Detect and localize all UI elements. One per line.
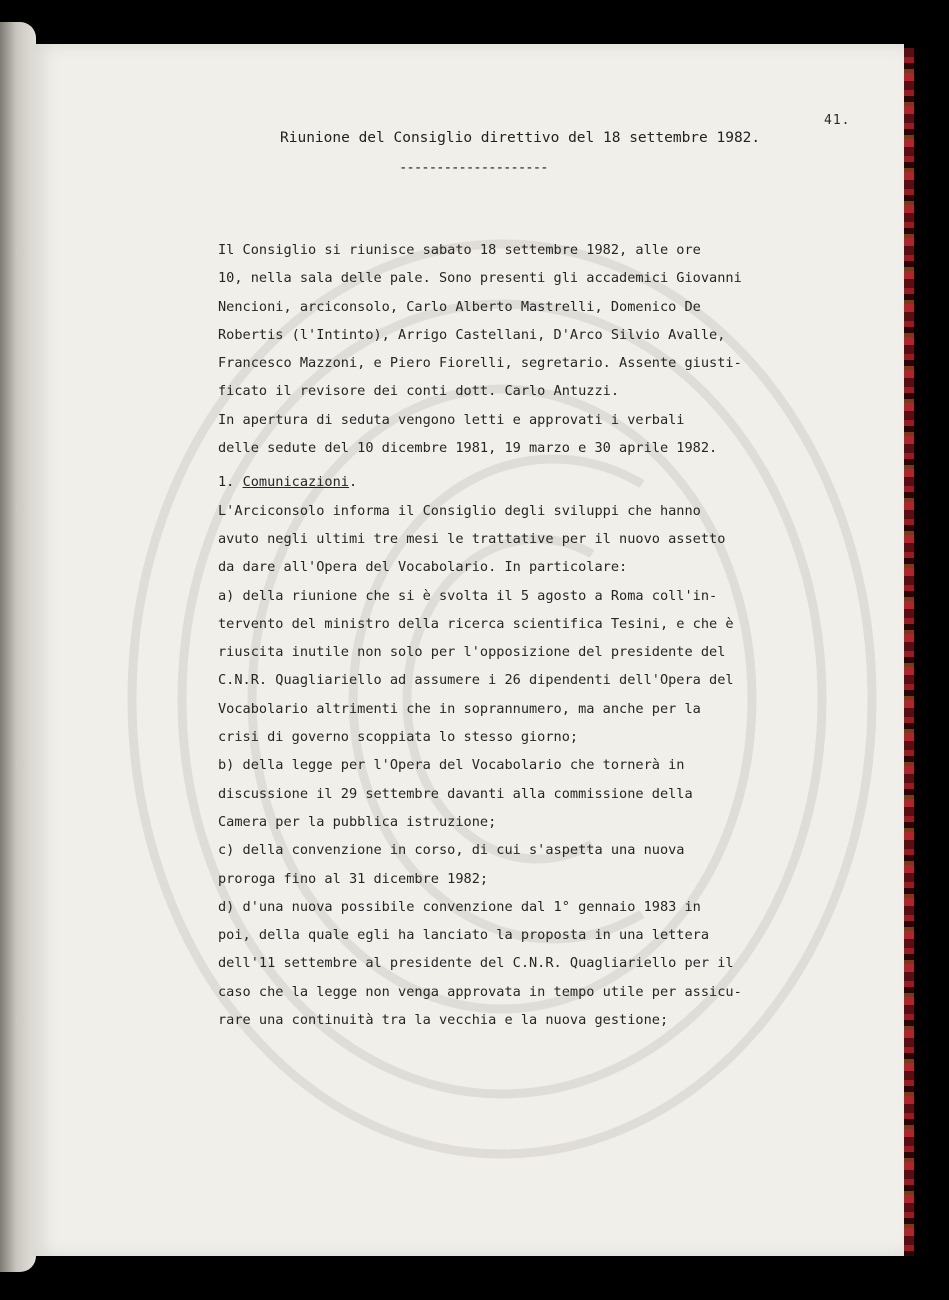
left-page-edge — [0, 22, 36, 1272]
text-line: L'Arciconsolo informa il Consiglio degli sviluppi che hanno — [218, 502, 701, 519]
text-line: dell'11 settembre al presidente del C.N.R. Quagliariello per il — [218, 955, 734, 972]
title-underline-rule: -------------------- — [399, 160, 548, 176]
text-line: caso che la legge non venga approvata in tempo utile per assicu- — [218, 983, 742, 1000]
text-line: In apertura di seduta vengono letti e approvati i verbali — [218, 411, 685, 428]
text-line: Il Consiglio si riunisce sabato 18 settembre 1982, alle ore — [218, 242, 701, 258]
section-title-suffix: . — [348, 474, 358, 491]
text-line: c) della convenzione in corso, di cui s'aspetta una nuova — [218, 842, 685, 859]
text-line: poi, della quale egli ha lanciato la proposta in una lettera — [218, 927, 710, 944]
text-line: crisi di governo scoppiata lo stesso giorno; — [218, 729, 579, 746]
section-title: Comunicazioni — [242, 474, 349, 491]
text-line: Francesco Mazzoni, e Piero Fiorelli, segretario. Assente giusti- — [218, 355, 742, 372]
text-line: Nencioni, arciconsolo, Carlo Alberto Mastrelli, Domenico De — [218, 298, 701, 315]
text-line: riuscita inutile non solo per l'opposizione del presidente del — [218, 644, 726, 661]
text-line: Camera per la pubblica istruzione; — [218, 813, 497, 830]
text-line: da dare all'Opera del Vocabolario. In particolare: — [218, 559, 628, 576]
text-line: C.N.R. Quagliariello ad assumere i 26 dipendenti dell'Opera del — [218, 672, 734, 689]
section-number: 1. — [218, 474, 243, 491]
text-line: ficato il revisore dei conti dott. Carlo Antuzzi. — [218, 383, 620, 400]
text-line: b) della legge per l'Opera del Vocabolario che tornerà in — [218, 757, 685, 774]
text-line: 10, nella sala delle pale. Sono presenti gli accademici Giovanni — [218, 270, 742, 287]
text-line: delle sedute del 10 dicembre 1981, 19 marzo e 30 aprile 1982. — [218, 440, 718, 457]
page-number: 41. — [824, 113, 851, 128]
paragraph-minutes — [218, 406, 788, 463]
section-heading — [218, 468, 788, 496]
text-line: d) d'una nuova possibile convenzione dal 1° gennaio 1983 in — [218, 898, 701, 915]
text-line: Robertis (l'Intinto), Arrigo Castellani, D'Arco Silvio Avalle, — [218, 326, 726, 343]
document-page — [32, 44, 904, 1256]
section-communications-body — [218, 497, 788, 1035]
text-line: Vocabolario altrimenti che in soprannumero, ma anche per la — [218, 700, 701, 717]
document-body — [218, 236, 788, 1034]
document-title: Riunione del Consiglio direttivo del 18 settembre 1982. — [280, 130, 761, 146]
text-line: rare una continuità tra la vecchia e la nuova gestione; — [218, 1012, 669, 1029]
text-line: discussione il 29 settembre davanti alla commissione della — [218, 785, 693, 802]
text-line: avuto negli ultimi tre mesi le trattative per il nuovo assetto — [218, 530, 726, 547]
paragraph-attendance — [218, 236, 788, 406]
text-line: tervento del ministro della ricerca scientifica Tesini, e che è — [218, 615, 734, 632]
text-line: proroga fino al 31 dicembre 1982; — [218, 870, 489, 887]
text-line: a) della riunione che si è svolta il 5 agosto a Roma coll'in- — [218, 587, 718, 604]
